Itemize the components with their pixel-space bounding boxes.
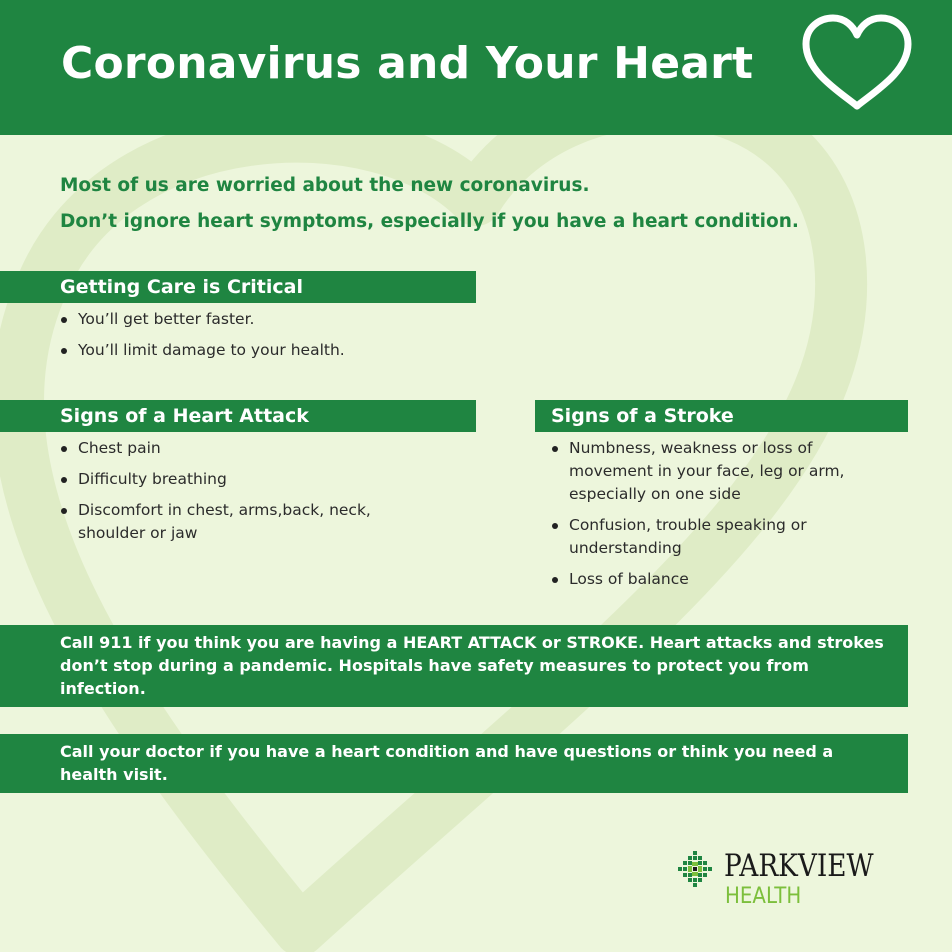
header-banner [0,0,952,135]
list-item [60,339,460,362]
list-item-text: Confusion, trouble speaking or understanding [569,516,807,557]
heart-outline-icon [800,14,914,114]
list-item [551,514,871,560]
logo-wordmark-parkview: PARKVIEW [724,848,874,884]
list-item [60,437,410,460]
list-item [551,437,871,506]
logo-wordmark-health: HEALTH [725,884,802,909]
section-heading-stroke: Signs of a Stroke [535,400,908,432]
stroke-signs-list [551,437,871,599]
parkview-logo-mark-icon [676,850,714,888]
call-doctor-callout: Call your doctor if you have a heart condition and have questions or think you need a health visit. [0,734,908,793]
bullet-icon [552,577,558,583]
list-item-text: Discomfort in chest, arms,back, neck, shoulder or jaw [78,501,371,542]
call-911-callout: Call 911 if you think you are having a HEART ATTACK or STROKE. Heart attacks and strokes don’t stop during a pandemic. Hospitals have safety measures to protect you from infection. [0,625,908,707]
bullet-icon [61,348,67,354]
list-item-text: You’ll limit damage to your health. [78,341,345,359]
intro-line-1: Most of us are worried about the new coronavirus. [60,175,590,196]
bullet-icon [552,523,558,529]
list-item [60,308,460,331]
list-item-text: You’ll get better faster. [78,310,255,328]
list-item [551,568,871,591]
bullet-icon [61,446,67,452]
list-item-text: Chest pain [78,439,161,457]
list-item-text: Loss of balance [569,570,689,588]
getting-care-list [60,308,460,370]
list-item [60,499,410,545]
list-item-text: Difficulty breathing [78,470,227,488]
intro-line-2: Don’t ignore heart symptoms, especially if you have a heart condition. [60,211,799,232]
page-title: Coronavirus and Your Heart [61,38,754,89]
section-heading-heart-attack: Signs of a Heart Attack [0,400,476,432]
bullet-icon [61,477,67,483]
list-item [60,468,410,491]
list-item-text: Numbness, weakness or loss of movement in your face, leg or arm, especially on one side [569,439,845,503]
heart-attack-signs-list [60,437,410,553]
bullet-icon [552,446,558,452]
parkview-health-logo [676,846,916,916]
bullet-icon [61,508,67,514]
bullet-icon [61,317,67,323]
section-heading-getting-care: Getting Care is Critical [0,271,476,303]
